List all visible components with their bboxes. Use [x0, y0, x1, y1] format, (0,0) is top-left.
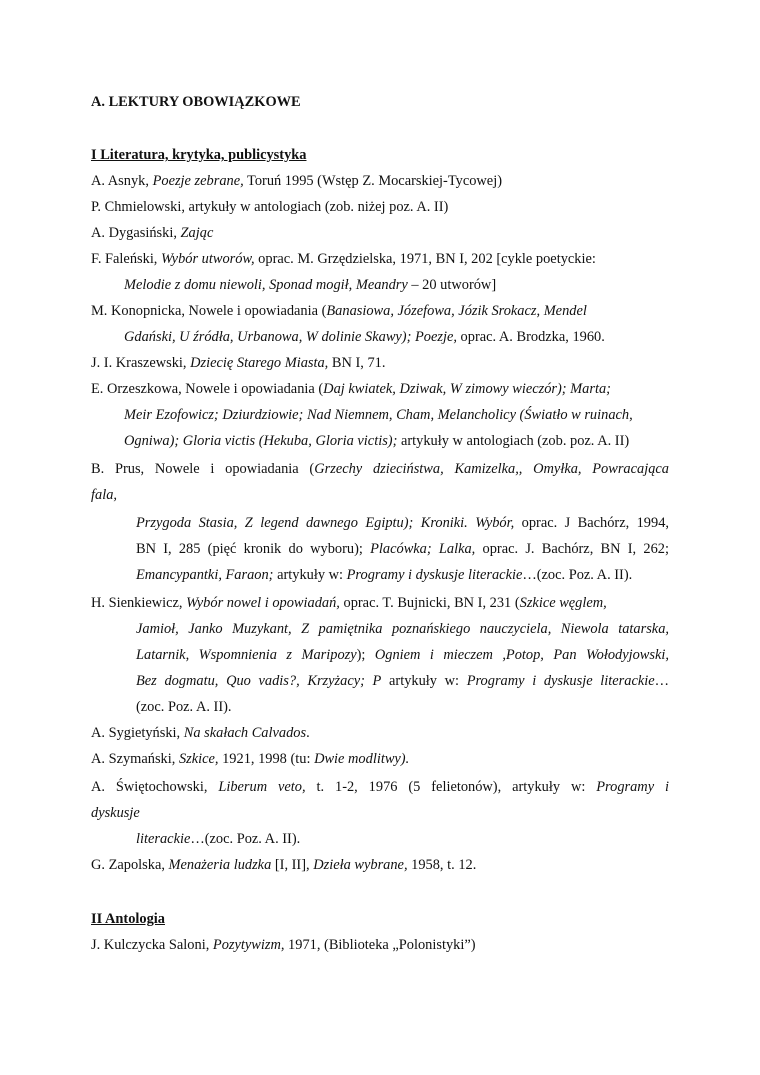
anthology-entry-line	[91, 932, 476, 958]
italic-title-text: Daj kwiatek, Dziwak, W zimowy wieczór); Marta;	[323, 381, 611, 397]
bibliography-entry-line	[136, 694, 232, 720]
bibliography-entry-line	[124, 428, 629, 454]
entry-text: H. Sienkiewicz,	[91, 595, 187, 611]
entry-text: 1921, 1998 (tu:	[218, 751, 315, 767]
entry-text: (zoc. Poz. A. II).	[136, 699, 232, 715]
bibliography-entry-line	[91, 720, 310, 746]
entry-text: A. Świętochowski,	[91, 779, 219, 795]
bibliography-entry-line	[91, 852, 476, 878]
entry-text: A. Szymański,	[91, 751, 179, 767]
entry-text: G. Zapolska,	[91, 857, 169, 873]
italic-title-text: Wybór nowel i opowiadań,	[186, 595, 340, 611]
page-title: A. LEKTURY OBOWIĄZKOWE	[91, 94, 301, 110]
bibliography-entry-line	[91, 482, 117, 508]
entry-text: oprac. T. Bujnicki, BN I, 231 (	[339, 595, 520, 611]
bibliography-entry-line	[136, 510, 669, 536]
entry-text: .	[306, 725, 310, 741]
entry-text: …	[654, 673, 669, 689]
bibliography-entry-line	[91, 456, 669, 482]
bibliography-entry-line	[91, 168, 502, 194]
entry-text: [I, II],	[271, 857, 314, 873]
italic-title-text: Grzechy dzieciństwa, Kamizelka,, Omyłka, Powracająca	[314, 461, 669, 477]
bibliography-entry-line	[91, 194, 448, 220]
entry-text: A. Sygietyński,	[91, 725, 184, 741]
italic-title-text: Dziecię Starego Miasta,	[190, 355, 329, 371]
italic-title-text: Meir Ezofowicz; Dziurdziowie; Nad Niemnem, Cham, Melancholicy (Światło w ruinach,	[124, 407, 633, 423]
italic-title-text: Ogniwa); Gloria victis (Hekuba, Gloria victis);	[124, 433, 398, 449]
italic-title-text: dyskusje	[91, 805, 140, 821]
italic-title-text: Szkice węglem,	[519, 595, 607, 611]
entry-text: artykuły w:	[273, 567, 347, 583]
entry-text: );	[356, 647, 375, 663]
italic-title-text: Ogniem i mieczem ,Potop, Pan Wołodyjowski,	[374, 647, 669, 663]
entry-text: P. Chmielowski, artykuły w antologiach (zob. niżej poz. A. II)	[91, 199, 449, 215]
italic-title-text: Pozytywizm,	[212, 937, 285, 953]
bibliography-entry-line	[136, 826, 300, 852]
bibliography-entry-line	[136, 642, 669, 668]
entry-text: B. Prus, Nowele i opowiadania (	[91, 461, 315, 477]
italic-title-text: Melodie z domu niewoli, Sponad mogił, Meandry	[124, 277, 408, 293]
italic-title-text: Liberum veto,	[218, 779, 306, 795]
italic-title-text: Menażeria ludzka	[168, 857, 272, 873]
bibliography-entry-line	[91, 220, 213, 246]
bibliography-entry-line	[136, 616, 669, 642]
entry-text: BN I, 285 (pięć kronik do wyboru);	[136, 541, 371, 557]
bibliography-entry-line	[136, 562, 632, 588]
bibliography-entry-line	[91, 800, 140, 826]
entry-text: A. Dygasiński,	[91, 225, 181, 241]
italic-title-text: Gdański, U źródła, Urbanowa, W dolinie Skawy); Poezje,	[124, 329, 457, 345]
entry-text: …(zoc. Poz. A. II).	[190, 831, 301, 847]
entry-text: BN I, 71.	[328, 355, 386, 371]
entry-text: Toruń 1995 (Wstęp Z. Mocarskiej-Tycowej)	[243, 173, 502, 189]
entry-text: oprac. M. Grzędzielska, 1971, BN I, 202 [cykle poetyckie:	[254, 251, 596, 267]
entry-text: F. Faleński,	[91, 251, 162, 267]
entry-text: – 20 utworów]	[407, 277, 497, 293]
entry-text: E. Orzeszkowa, Nowele i opowiadania (	[91, 381, 324, 397]
entry-text: oprac. J. Bachórz, BN I, 262;	[475, 541, 669, 557]
entry-text: 1971, (Biblioteka „Polonistyki”)	[284, 937, 476, 953]
bibliography-entry-line	[91, 350, 385, 376]
entry-text: oprac. J Bachórz, 1994,	[514, 515, 669, 531]
bibliography-entry-line	[136, 536, 669, 562]
italic-title-text: Dzieła wybrane,	[313, 857, 408, 873]
bibliography-entry-line	[124, 324, 605, 350]
entry-text: t. 1-2, 1976 (5 felietonów), artykuły w:	[305, 779, 597, 795]
bibliography-entry-line	[91, 298, 587, 324]
bibliography-entry-line	[136, 668, 669, 694]
entry-text: M. Konopnicka, Nowele i opowiadania (	[91, 303, 327, 319]
italic-title-text: Programy i	[596, 779, 669, 795]
italic-title-text: Emancypantki, Faraon;	[136, 567, 274, 583]
italic-title-text: Poezje zebrane,	[152, 173, 244, 189]
italic-title-text: Banasiowa, Józefowa, Józik Srokacz, Mendel	[326, 303, 587, 319]
italic-title-text: Na skałach Calvados	[183, 725, 307, 741]
entry-text: …(zoc. Poz. A. II).	[522, 567, 633, 583]
italic-title-text: Programy i dyskusje literackie	[346, 567, 523, 583]
bibliography-entry-line	[91, 774, 669, 800]
entry-text: artykuły w antologiach (zob. poz. A. II)	[397, 433, 630, 449]
italic-title-text: Szkice,	[178, 751, 219, 767]
italic-title-text: Placówka; Lalka,	[370, 541, 476, 557]
italic-title-text: fala,	[91, 487, 117, 503]
bibliography-entry-line	[91, 746, 409, 772]
italic-title-text: Dwie modlitwy).	[314, 751, 410, 767]
italic-title-text: Wybór utworów,	[161, 251, 255, 267]
bibliography-entry-line	[91, 376, 611, 402]
entry-text: artykuły w:	[381, 673, 467, 689]
entry-text: 1958, t. 12.	[407, 857, 477, 873]
section-heading-literatura: I Literatura, krytyka, publicystyka	[91, 147, 307, 163]
italic-title-text: Latarnik, Wspomnienia z Maripozy	[136, 647, 357, 663]
bibliography-entry-line	[91, 590, 607, 616]
italic-title-text: Programy i dyskusje literackie	[466, 673, 655, 689]
entry-text: J. I. Kraszewski,	[91, 355, 191, 371]
bibliography-entry-line	[91, 246, 596, 272]
bibliography-entry-line	[124, 272, 496, 298]
italic-title-text: Przygoda Stasia, Z legend dawnego Egiptu); Kroniki. Wybór,	[136, 515, 515, 531]
section-heading-antologia: II Antologia	[91, 911, 165, 927]
entry-text: A. Asnyk,	[91, 173, 153, 189]
entry-text: J. Kulczycka Saloni,	[91, 937, 213, 953]
italic-title-text: Bez dogmatu, Quo vadis?, Krzyżacy; P	[136, 673, 382, 689]
bibliography-entry-line	[124, 402, 633, 428]
entry-text: oprac. A. Brodzka, 1960.	[456, 329, 605, 345]
italic-title-text: literackie	[136, 831, 191, 847]
italic-title-text: Zając	[180, 225, 214, 241]
italic-title-text: Jamioł, Janko Muzykant, Z pamiętnika poznańskiego nauczyciela, Niewola tatarska,	[136, 621, 669, 637]
